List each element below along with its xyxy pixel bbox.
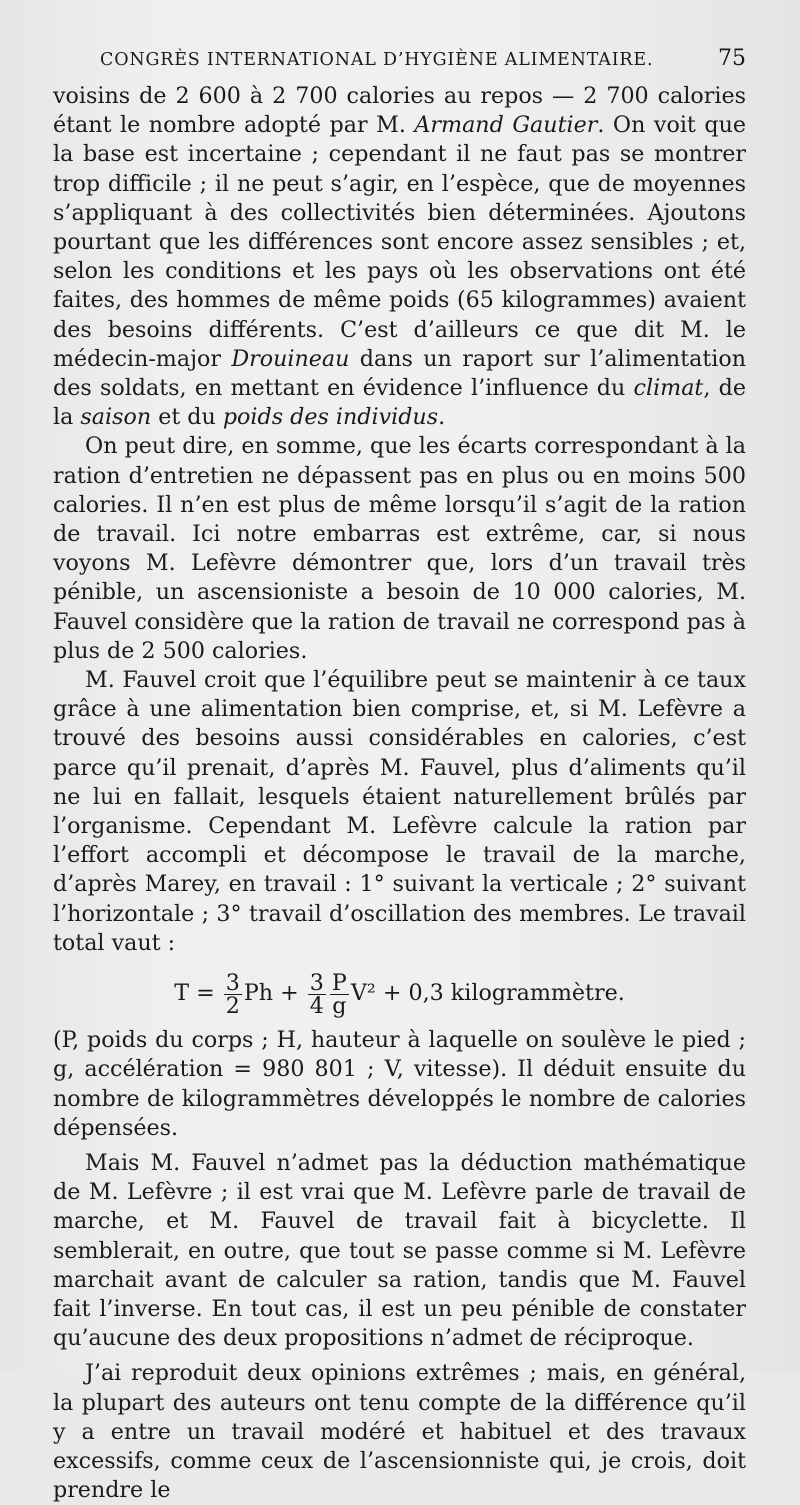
text-run: , de la bbox=[53, 375, 746, 431]
formula-term: V² + 0,3 kilogrammètre. bbox=[350, 980, 625, 1007]
formula-lhs: T = bbox=[174, 980, 215, 1007]
author-name: Armand Gautier bbox=[414, 112, 598, 139]
text-run: et du bbox=[151, 404, 223, 431]
fraction-p-g bbox=[330, 969, 349, 1019]
running-header bbox=[100, 46, 746, 71]
numerator: P bbox=[331, 969, 347, 996]
page-number: 75 bbox=[718, 46, 746, 71]
paragraph-1 bbox=[53, 82, 746, 432]
formula bbox=[53, 964, 746, 1022]
fraction-3-2 bbox=[224, 969, 242, 1019]
paragraph-6: J’ai reproduit deux opinions extrêmes ; mais, en général, la plupart des auteurs ont tenu compte de la différence qu’il y a entre un travail modéré et habituel et des travaux excessifs, comme ceux de l’ascensionniste qui, je crois, doit prendre le bbox=[53, 1360, 746, 1504]
denominator: 4 bbox=[309, 992, 324, 1019]
emphasis: saison bbox=[80, 404, 152, 431]
body-text bbox=[53, 82, 746, 1505]
author-name: Drouineau bbox=[231, 345, 350, 372]
text-run: . On voit que la base est incertaine ; cependant il ne faut pas se montrer trop difficile ; il ne peut s’agir, en l’espèce, que de moyennes s’appliquant à des collectivités bien déterminées. Ajoutons pourtant que les différences sont encore assez sensibles ; et, selon les conditions et les pays où les observations ont été faites, des hommes de même poids (65 kilogrammes) avaient des besoins différents. C’est d’ailleurs ce que dit M. le médecin-major bbox=[53, 112, 746, 372]
text-run: . bbox=[438, 404, 446, 431]
text-run: dans un raport sur l’alimentation des soldats, en mettant en évidence l’influence du bbox=[53, 345, 747, 402]
paragraph-4: (P, poids du corps ; H, hauteur à laquelle on soulève le pied ; g, accélération = 980 801 ; V, vitesse). Il déduit ensuite du nombre de kilogrammètres développés le nombre de calories dépensées. bbox=[53, 1027, 746, 1141]
denominator: 2 bbox=[225, 992, 240, 1019]
header-title: CONGRÈS INTERNATIONAL D’HYGIÈNE ALIMENTAIRE. bbox=[100, 50, 654, 70]
numerator: 3 bbox=[309, 969, 324, 996]
emphasis: poids des individus bbox=[222, 404, 439, 431]
denominator: g bbox=[332, 992, 347, 1019]
formula-term: Ph + bbox=[243, 980, 299, 1007]
text-run: voisins de 2 600 à 2 700 calories au repos — 2 700 calories étant le nombre adopté par M. bbox=[53, 83, 746, 139]
emphasis: climat bbox=[633, 375, 704, 402]
paragraph-3: M. Fauvel croit que l’équilibre peut se maintenir à ce taux grâce à une alimentation bien comprise, et, si M. Lefèvre a trouvé des besoins aussi considérables en calories, c’est parce qu’il prenait, d’après M. Fauvel, plus d’aliments qu’il ne lui en fallait, lesquels étaient naturellement brûlés par l’organisme. Cependant M. Lefèvre calcule la ration par l’effort accompli et décompose le travail de la marche, d’après Marey, en travail : 1° suivant la verticale ; 2° suivant l’horizontale ; 3° travail d’oscillation des membres. Le travail total vaut : bbox=[53, 667, 746, 956]
fraction-3-4 bbox=[308, 969, 326, 1019]
numerator: 3 bbox=[225, 969, 240, 996]
paragraph-2: On peut dire, en somme, que les écarts correspondant à la ration d’entretien ne dépassent pas en plus ou en moins 500 calories. Il n’en est plus de même lorsqu’il s’agit de la ration de travail. Ici notre embarras est extrême, car, si nous voyons M. Lefèvre démontrer que, lors d’un travail très pénible, un ascensioniste a besoin de 10 000 calories, M. Fauvel considère que la ration de travail ne correspond pas à plus de 2 500 calories. bbox=[53, 433, 746, 664]
paragraph-5: Mais M. Fauvel n’admet pas la déduction mathématique de M. Lefèvre ; il est vrai que M. Lefèvre parle de travail de marche, et M. Fauvel de travail fait à bicyclette. Il semblerait, en outre, que tout se passe comme si M. Lefèvre marchait avant de calculer sa ration, tandis que M. Fauvel fait l’inverse. En tout cas, il est un peu pénible de constater qu’aucune des deux propositions n’admet de réciproque. bbox=[53, 1149, 746, 1352]
